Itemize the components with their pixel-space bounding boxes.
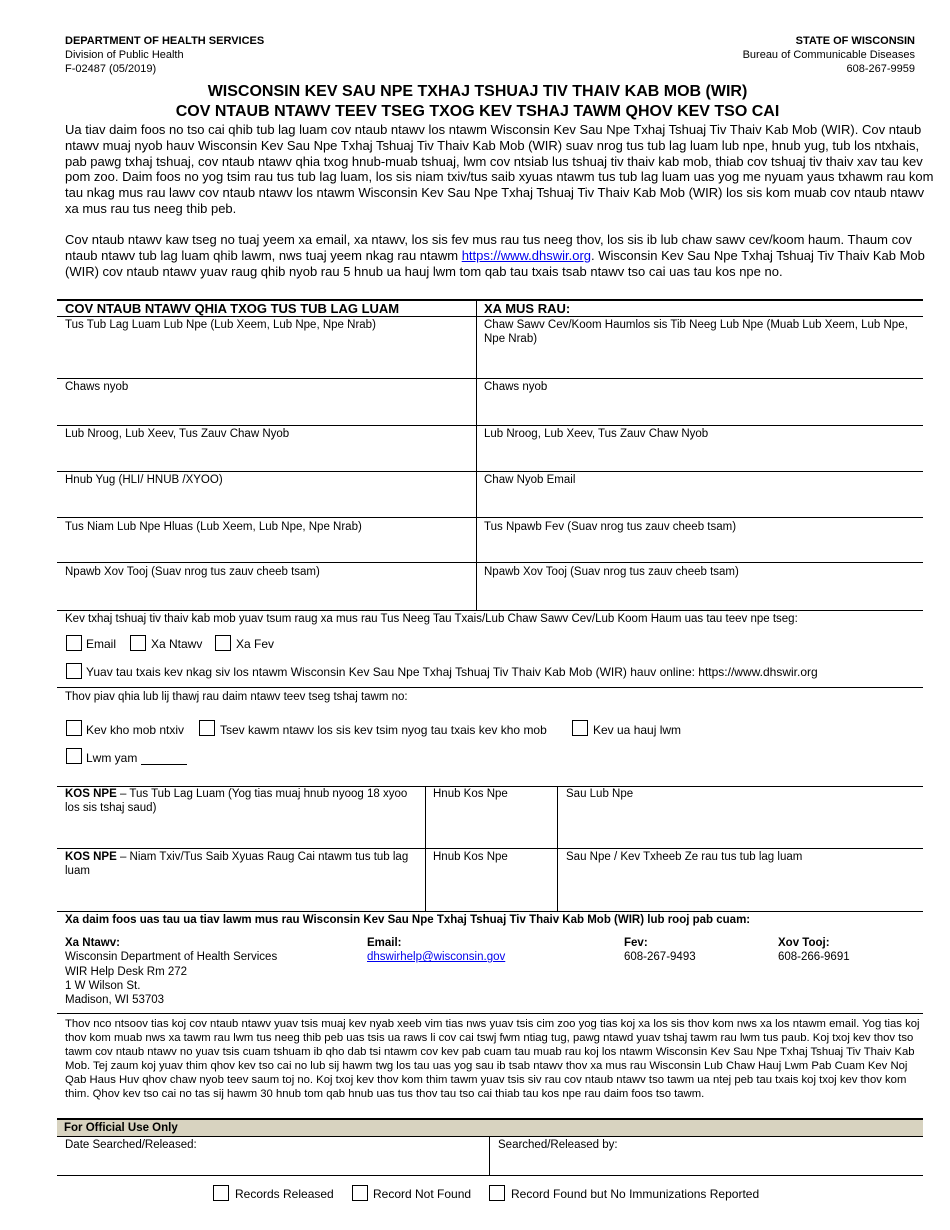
header-phone: 608-267-9959 xyxy=(846,63,915,75)
fax-checkbox[interactable] xyxy=(215,635,231,651)
form-title-line2: COV NTAUB NTAWV TEEV TSEG TXOG KEV TSHAJ TAWM QHOV KEV TSO CAI xyxy=(175,103,780,120)
searched-by-field[interactable]: Searched/Released by: xyxy=(498,1139,618,1151)
divider xyxy=(57,1136,923,1137)
phone-number: 608-266-9691 xyxy=(778,951,850,964)
department-name: DEPARTMENT OF HEALTH SERVICES xyxy=(65,35,265,47)
email-checkbox[interactable] xyxy=(66,635,82,651)
other-checkbox[interactable] xyxy=(66,748,82,764)
email-label: Email: xyxy=(367,937,402,949)
recipient-city-field[interactable]: Lub Nroog, Lub Xeev, Tus Zauv Chaw Nyob xyxy=(484,428,709,440)
record-not-found-label: Record Not Found xyxy=(373,1187,472,1201)
divider xyxy=(57,911,923,912)
records-released-label: Records Released xyxy=(235,1187,334,1201)
divider xyxy=(57,610,923,611)
signature-label-bold: KOS NPE xyxy=(65,851,117,863)
divider xyxy=(57,471,923,472)
guardian-signature-date-field[interactable]: Hnub Kos Npe xyxy=(433,851,508,863)
mail-option-label: Xa Ntawv xyxy=(151,637,203,651)
signature-label-text: – Niam Txiv/Tus Saib Xyuas Raug Cai ntawm tus tub lag luam xyxy=(65,851,409,877)
header-left xyxy=(65,34,264,76)
intro-p2-text-b: . Wisconsin Kev Sau Npe Txhaj Tshuaj Tiv Thaiv Kab Mob (WIR) cov ntaub ntawv yuav raug qhib nyob rau 5 hnub ua hauj lwm tom qab tau txais tsab ntawv tso cai uas tau kos npe no. xyxy=(65,247,925,279)
divider xyxy=(57,425,923,426)
no-immunizations-label: Record Found but No Immunizations Reported xyxy=(511,1187,760,1201)
phone-label: Xov Tooj: xyxy=(778,937,830,949)
header-right xyxy=(743,34,915,76)
divider xyxy=(57,316,923,317)
divider xyxy=(57,562,923,563)
divider xyxy=(57,378,923,379)
column-divider xyxy=(476,300,477,611)
records-released-checkbox[interactable] xyxy=(213,1185,229,1201)
column-divider xyxy=(557,786,558,912)
guardian-name-relationship-field[interactable]: Sau Npe / Kev Txheeb Ze rau tus tub lag luam xyxy=(566,851,803,863)
divider xyxy=(57,1175,923,1176)
online-access-label: Yuav tau txais kev nkag siv los ntawm Wisconsin Kev Sau Npe Txhaj Tshuaj Tiv Thaiv Kab Mob (WIR) hauv online: https://www.dhswir.org xyxy=(86,665,818,679)
patient-phone-field[interactable]: Npawb Xov Tooj (Suav nrog tus zauv cheeb tsam) xyxy=(65,566,320,578)
patient-signature-field[interactable] xyxy=(65,787,415,815)
other-blank-line[interactable] xyxy=(141,753,187,765)
form-number: F-02487 (05/2019) xyxy=(65,63,157,75)
email-option-label: Email xyxy=(86,637,117,651)
online-access-checkbox[interactable] xyxy=(66,663,82,679)
column-divider xyxy=(489,1136,490,1176)
purpose-prompt: Thov piav qhia lub lij thawj rau daim ntawv teev tseg tshaj tawm no: xyxy=(65,691,408,703)
patient-city-field[interactable]: Lub Nroog, Lub Xeev, Tus Zauv Chaw Nyob xyxy=(65,428,290,440)
intro-p2-text-a: Cov ntaub ntawv kaw tseg no tuaj yeem xa email, xa ntawv, los sis fev mus rau tus neeg thov, los sis ib lub chaw sawv cev/koom haum. Thaum cov ntaub ntawv tub lag luam qhib lawm, nws tuaj yeem nkag rau ntawm xyxy=(65,232,912,263)
recipient-email-field[interactable]: Chaw Nyob Email xyxy=(484,474,576,486)
recipient-name-field[interactable]: Chaw Sawv Cev/Koom Haumlos sis Tib Neeg Lub Npe (Muab Lub Xeem, Lub Npe, Npe Nrab) xyxy=(484,319,908,345)
state-name: STATE OF WISCONSIN xyxy=(795,35,915,47)
medical-care-label: Kev kho mob ntxiv xyxy=(86,723,185,737)
record-not-found-checkbox[interactable] xyxy=(352,1185,368,1201)
disclaimer: Thov nco ntsoov tias koj cov ntaub ntawv yuav tsis muaj kev nyab xeeb vim tias nws yuav tsis cim zoo yog tias koj xa los sis thov kom nws xa los ntawm email. Yog tias koj thov kom muab nws xa tawm rau lwm tus neeg thib peb uas tsis ua raws li cov cai tswj fwm ntiag tug, pawg ntawd yuav tshaj tawm rau lwm tus paub. Koj txoj kev thov tso tawm cov ntaub ntawv no yuav tsis cuam tshuam ib qho dab tsi ntawm cov kev pab cuam tau muab rau koj los ntawm Wisconsin Kev Sau Npe Txhaj Tshuaj Tiv Thaiv Kab Mob. Tej zaum koj yuav thim qhov kev tso cai no lub sij hawm twg los tau uas yog sau ib tsab ntawv thov xa mus rau Wisconsin Lub Chaw Hauj Lwm Pab Cuam Kev Noj Qab Haus Huv qhov chaw nyob teev saum toj no. Koj txoj kev thov kom thim tawm yuav tsis siv rau cov ntaub ntawv tso tawm ua ntej peb tau txais koj txoj kev thov kom thim. Qhov kev tso cai no tas sij hawm 30 hnub tom qab hnub uas tus thov tau tso cai thiab tau kos npe rau daim foos tso tawm. xyxy=(65,1018,920,1101)
division-name: Division of Public Health xyxy=(65,49,184,61)
fax-number: 608-267-9493 xyxy=(624,951,696,964)
mail-checkbox[interactable] xyxy=(130,635,146,651)
delivery-prompt: Kev txhaj tshuaj tiv thaiv kab mob yuav tsum raug xa mus rau Tus Neeg Tau Txais/Lub Chaw Sawv Cev/Lub Koom Haum uas tau teev npe tseg: xyxy=(65,613,798,625)
intro-paragraph-1: Ua tiav daim foos no tso cai qhib tub lag luam cov ntaub ntawv los ntawm Wisconsin Kev Sau Npe Txhaj Tshuaj Tiv Thaiv Kab Mob (WIR). Cov ntaub ntawv muaj nyob hauv Wisconsin Kev Sau Npe Txhaj Tshuaj Tiv Thaiv Kab Mob (WIR) suav nrog tus tub lag luam lub npe, hnub yug, tub los ntxhais, pab pawg txhaj tshuaj, cov ntaub ntawv qhia txog hnub-muab tshuaj, lwm cov ntsiab lus tshuaj tiv thaiv kab mob, thiab cov tshuaj tiv thaiv xav tau kev pom zoo. Daim foos no yog tsim rau tus tub lag luam, los sis niam txiv/tus saib xyuas ntawm tus tub lag luam uas yog me nyuam yaus txhawm rau kom tau nkag mus rau lawv cov ntaub ntawv los ntawm Wisconsin Kev Sau Npe Txhaj Tshuaj Tiv Thaiv Kab Mob (WIR) los sis kom muab cov ntaub ntawv xa mus rau tus neeg thib peb. xyxy=(65,122,934,216)
school-checkbox[interactable] xyxy=(199,720,215,736)
patient-dob-field[interactable]: Hnub Yug (HLI/ HNUB /XYOO) xyxy=(65,474,223,486)
patient-section-heading: COV NTAUB NTAWV QHIA TXOG TUS TUB LAG LUAM xyxy=(65,301,400,316)
mail-line: Wisconsin Department of Health Services xyxy=(65,951,278,964)
signature-label-text: – Tus Tub Lag Luam (Yog tias muaj hnub nyoog 18 xyoo los sis tshaj saud) xyxy=(65,788,408,814)
other-label-text: Lwm yam xyxy=(86,751,138,765)
other-label xyxy=(86,751,187,765)
mail-contact xyxy=(65,936,277,1007)
recipient-phone-field[interactable]: Npawb Xov Tooj (Suav nrog tus zauv cheeb tsam) xyxy=(484,566,739,578)
official-use-heading: For Official Use Only xyxy=(57,1120,923,1137)
employment-checkbox[interactable] xyxy=(572,720,588,736)
help-desk-email-link[interactable]: dhswirhelp@wisconsin.gov xyxy=(367,951,506,964)
school-label: Tsev kawm ntawv los sis kev tsim nyog tau txais kev kho mob xyxy=(220,723,547,737)
guardian-signature-field[interactable] xyxy=(65,850,415,878)
divider xyxy=(57,1013,923,1014)
recipient-address-field[interactable]: Chaws nyob xyxy=(484,381,548,393)
mail-label: Xa Ntawv: xyxy=(65,937,120,949)
fax-label: Fev: xyxy=(624,937,648,949)
patient-signature-date-field[interactable]: Hnub Kos Npe xyxy=(433,788,508,800)
divider xyxy=(57,848,923,849)
patient-printed-name-field[interactable]: Sau Lub Npe xyxy=(566,788,634,800)
recipient-fax-field[interactable]: Tus Npawb Fev (Suav nrog tus zauv cheeb tsam) xyxy=(484,521,737,533)
divider xyxy=(57,687,923,688)
dhswir-link[interactable]: https://www.dhswir.org xyxy=(461,247,592,263)
fax-option-label: Xa Fev xyxy=(236,637,275,651)
intro-paragraph-2 xyxy=(65,232,940,279)
mail-line: Madison, WI 53703 xyxy=(65,994,165,1007)
date-searched-field[interactable]: Date Searched/Released: xyxy=(65,1139,197,1151)
recipient-section-heading: XA MUS RAU: xyxy=(484,301,571,316)
fax-contact xyxy=(624,936,696,965)
divider xyxy=(57,517,923,518)
signature-label-bold: KOS NPE xyxy=(65,788,117,800)
email-contact xyxy=(367,936,505,965)
no-immunizations-checkbox[interactable] xyxy=(489,1185,505,1201)
medical-care-checkbox[interactable] xyxy=(66,720,82,736)
mail-line: WIR Help Desk Rm 272 xyxy=(65,965,188,978)
patient-address-field[interactable]: Chaws nyob xyxy=(65,381,129,393)
return-heading: Xa daim foos uas tau ua tiav lawm mus rau Wisconsin Kev Sau Npe Txhaj Tshuaj Tiv Thaiv Kab Mob (WIR) lub rooj pab cuam: xyxy=(65,914,751,926)
employment-label: Kev ua hauj lwm xyxy=(593,723,682,737)
phone-contact xyxy=(778,936,850,965)
patient-name-field[interactable]: Tus Tub Lag Luam Lub Npe (Lub Xeem, Lub Npe, Npe Nrab) xyxy=(65,319,376,331)
mail-line: 1 W Wilson St. xyxy=(65,979,141,992)
mother-maiden-name-field[interactable]: Tus Niam Lub Npe Hluas (Lub Xeem, Lub Npe, Npe Nrab) xyxy=(65,521,362,533)
column-divider xyxy=(425,786,426,912)
bureau-name: Bureau of Communicable Diseases xyxy=(742,49,915,61)
form-title-line1: WISCONSIN KEV SAU NPE TXHAJ TSHUAJ TIV THAIV KAB MOB (WIR) xyxy=(207,83,748,100)
